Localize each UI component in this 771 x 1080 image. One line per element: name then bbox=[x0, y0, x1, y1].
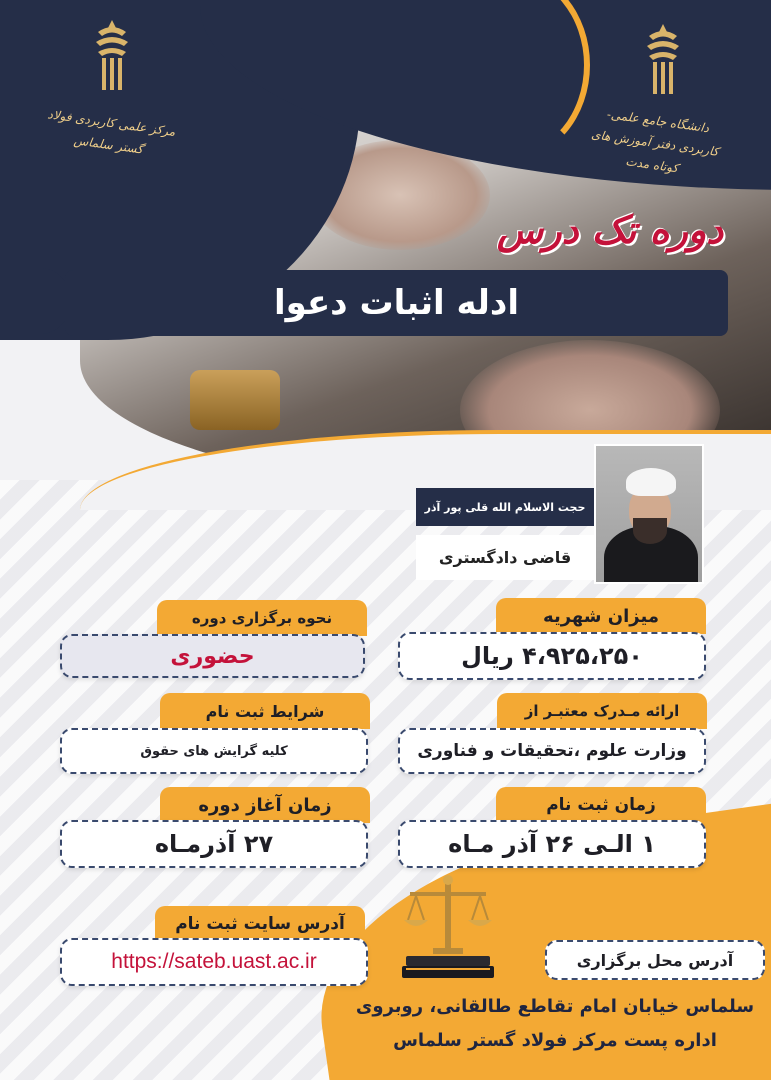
venue-address-line2: اداره پست مرکز فولاد گستر سلماس bbox=[393, 1030, 717, 1051]
registration-time-value: ۱ الـی ۲۶ آذر مـاه bbox=[398, 820, 706, 868]
mode-value: حضوری bbox=[60, 634, 365, 678]
gavel-icon bbox=[190, 370, 280, 430]
right-logo-text: دانشگاه جامع علمی-کاربردی دفتر آموزش های کوتاه مدت bbox=[590, 107, 720, 176]
venue-address-line1: سلماس خیابان امام تقاطع طالقانی، روبروی bbox=[355, 996, 755, 1017]
instructor-name: حجت الاسلام الله قلی پور آذر bbox=[416, 488, 594, 526]
conditions-label: شرایط ثبت نام bbox=[160, 693, 370, 729]
fee-value: ۴،۹۲۵،۲۵۰ ریال bbox=[398, 632, 706, 680]
course-title: ادله اثبات دعوا bbox=[273, 283, 520, 323]
registration-time-label: زمان ثبت نام bbox=[496, 787, 706, 823]
mode-label: نحوه برگزاری دوره bbox=[157, 600, 367, 636]
instructor-role: قاضی دادگستری bbox=[416, 535, 594, 580]
university-logo-icon bbox=[643, 22, 683, 97]
title-bar bbox=[65, 270, 728, 336]
scales-of-justice-icon bbox=[398, 872, 498, 982]
course-type-heading: دوره تک درس bbox=[496, 208, 724, 252]
start-date-label: زمان آغاز دوره bbox=[160, 787, 370, 823]
certificate-value: وزارت علوم ،تحقیقات و فناوری bbox=[398, 728, 706, 774]
conditions-value: کلیه گرایش های حقوق bbox=[60, 728, 368, 774]
beard-shape bbox=[633, 518, 667, 544]
instructor-photo bbox=[594, 444, 704, 584]
start-date-value: ۲۷ آذرمـاه bbox=[60, 820, 368, 868]
website-label: آدرس سایت ثبت نام bbox=[155, 906, 365, 942]
fee-label: میزان شهریه bbox=[496, 598, 706, 634]
left-logo-text: مرکز علمی کاربردی فولاد گستر سلماس bbox=[46, 107, 177, 157]
venue-label: آدرس محل برگزاری bbox=[545, 940, 765, 980]
certificate-label: ارائه مـدرک معتبـر از bbox=[497, 693, 707, 729]
turban-shape bbox=[626, 468, 676, 496]
title-bar-decoration bbox=[0, 268, 70, 334]
university-logo-icon bbox=[92, 18, 132, 93]
website-link[interactable]: https://sateb.uast.ac.ir bbox=[60, 938, 368, 986]
